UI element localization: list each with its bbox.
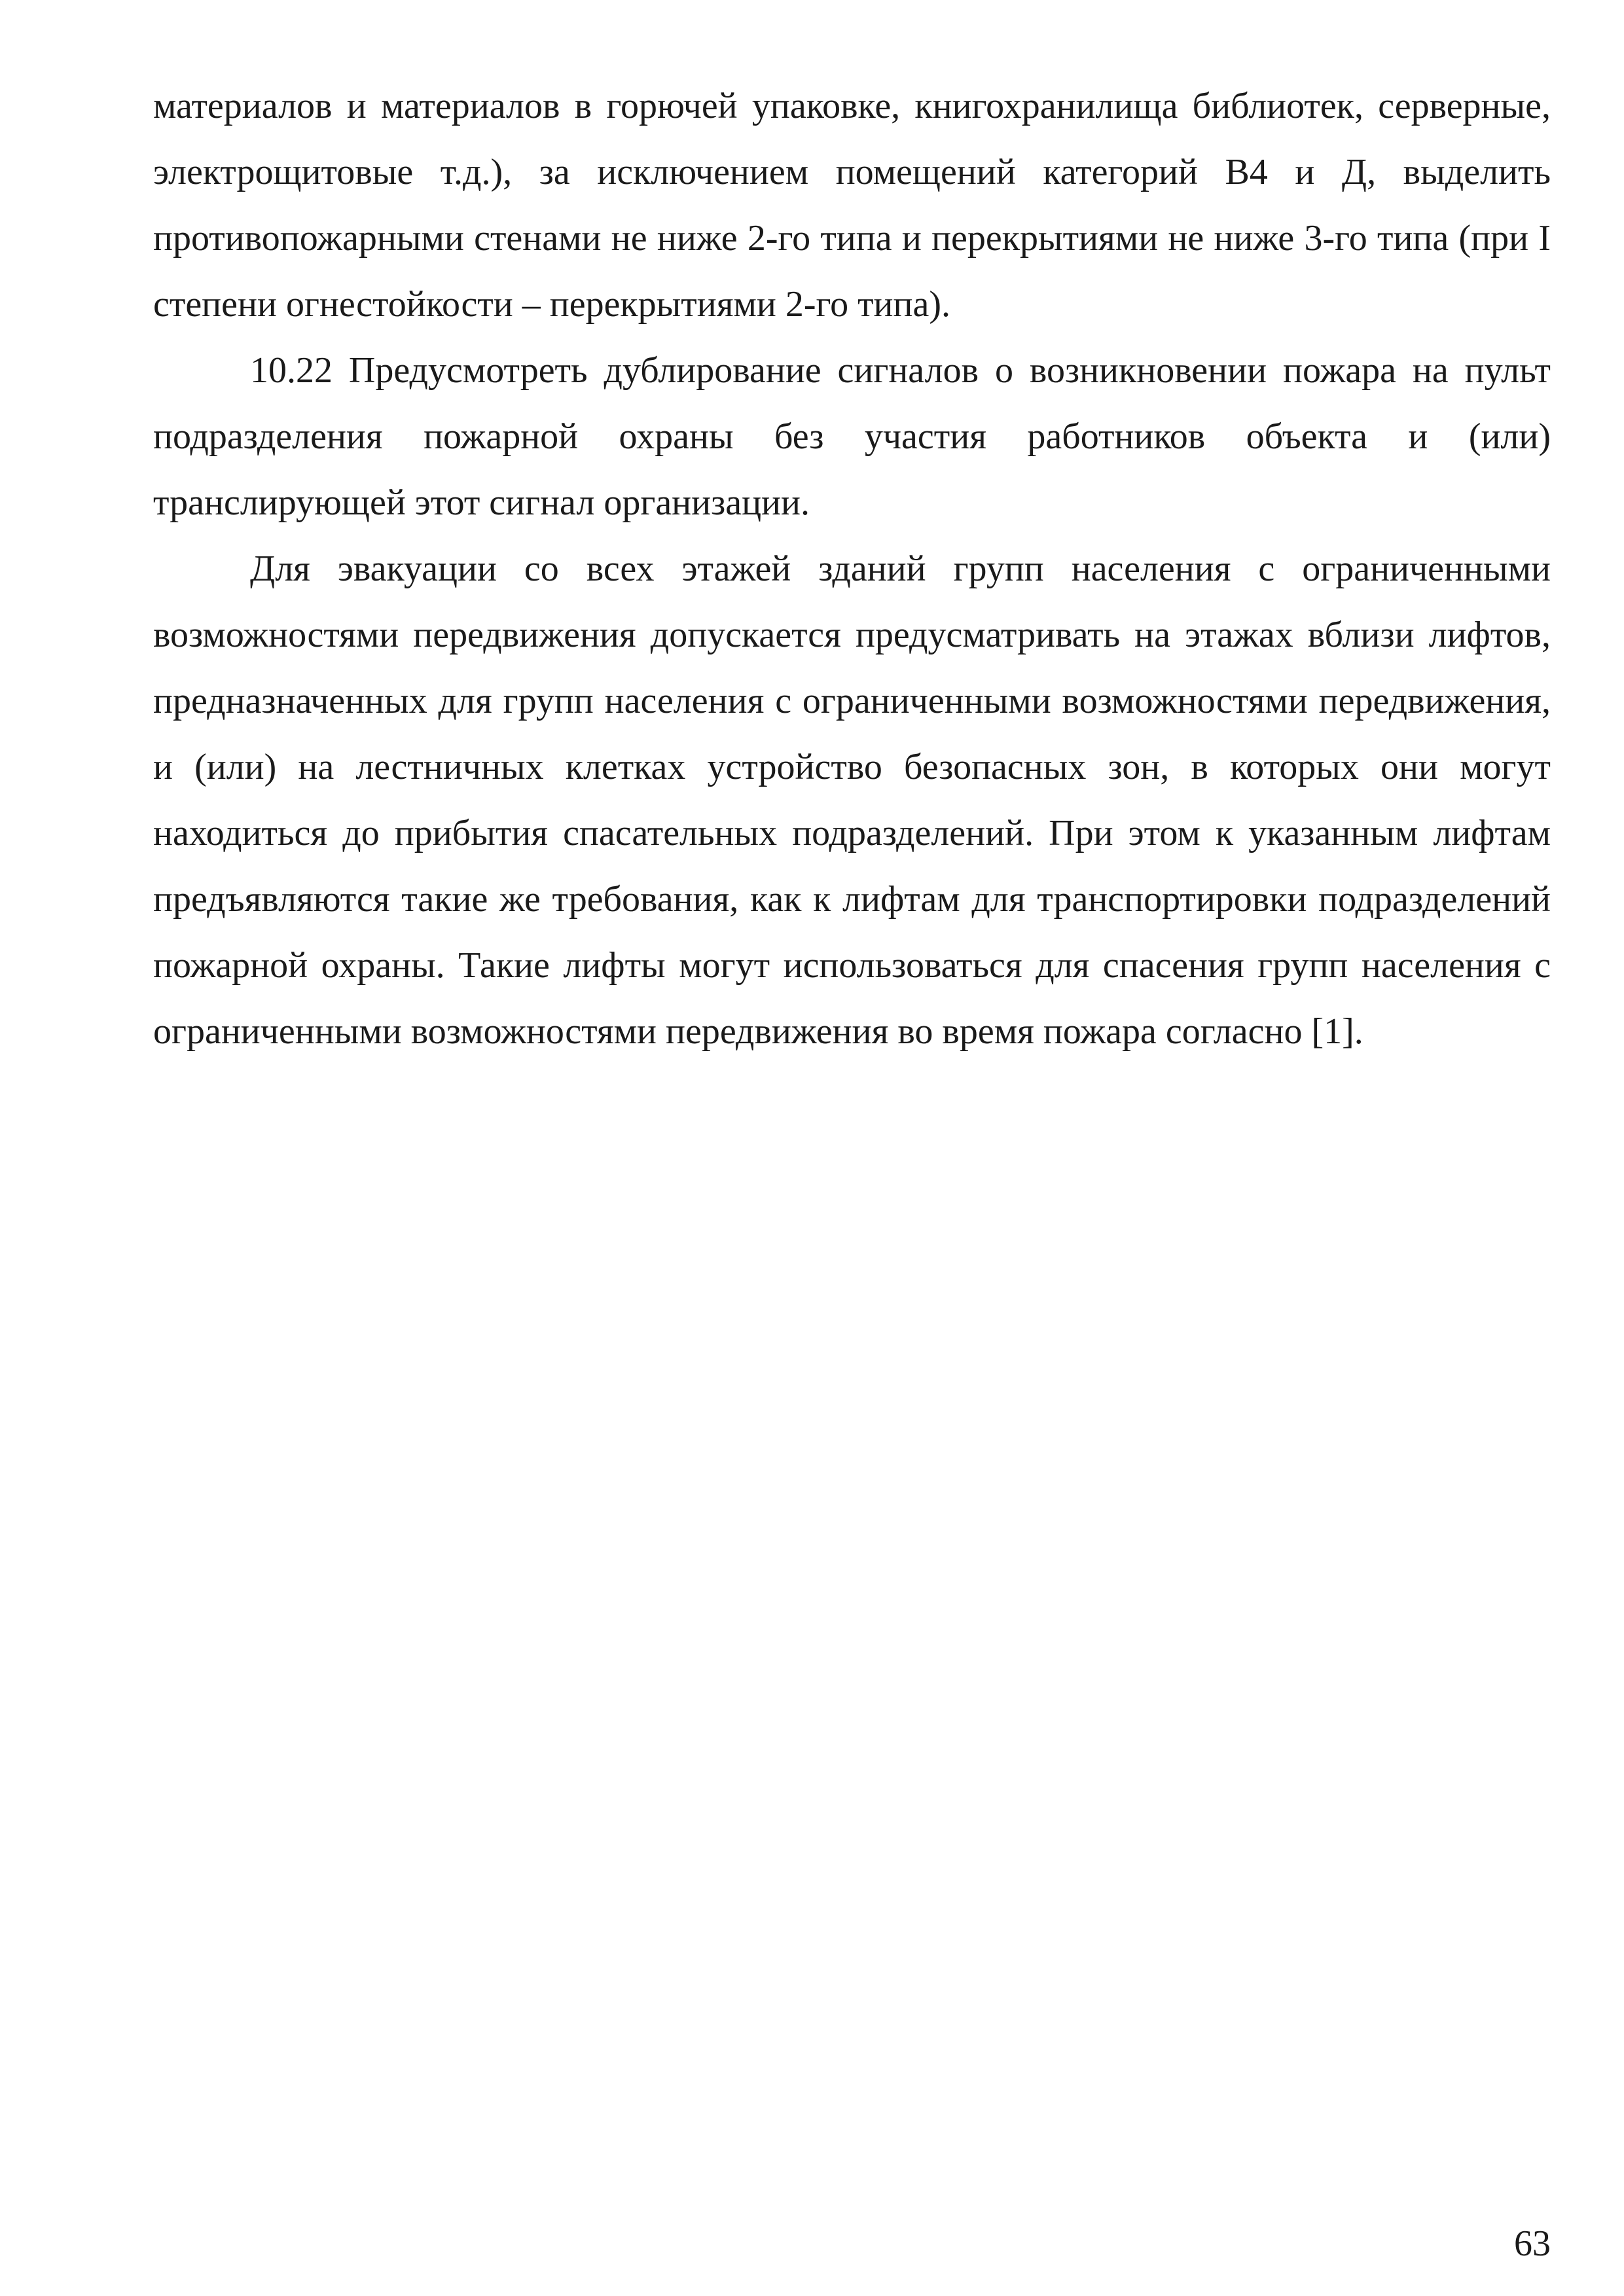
body-text — [153, 73, 1551, 1065]
page-number: 63 — [1514, 2223, 1551, 2264]
paragraph-evacuation: Для эвакуации со всех этажей зданий групп населения с ограниченными возможностями передвижения допускается предусматривать на этажах вблизи лифтов, предназначенных для групп населения с ограниченными возможностями передвижения, и (или) на лестничных клетках устройство безопасных зон, в которых они могут находиться до прибытия спасательных подразделений. При этом к указанным лифтам предъявляются такие же требования, как к лифтам для транспортировки подразделений пожарной охраны. Такие лифты могут использоваться для спасения групп населения с ограниченными возможностями передвижения во время пожара согласно [1]. — [153, 548, 1551, 1052]
paragraph-clause-10-22: 10.22 Предусмотреть дублирование сигналов о возникновении пожара на пульт подразделения пожарной охраны без участия работников объекта и (или) транслирующей этот сигнал организации. — [153, 350, 1551, 523]
paragraph-continuation: материалов и материалов в горючей упаковке, книгохранилища библиотек, серверные, электрощитовые т.д.), за исключением помещений категорий В4 и Д, выделить противопожарными стенами не ниже 2-го типа и перекрытиями не ниже 3-го типа (при I степени огнестойкости – перекрытиями 2-го типа). — [153, 86, 1551, 325]
